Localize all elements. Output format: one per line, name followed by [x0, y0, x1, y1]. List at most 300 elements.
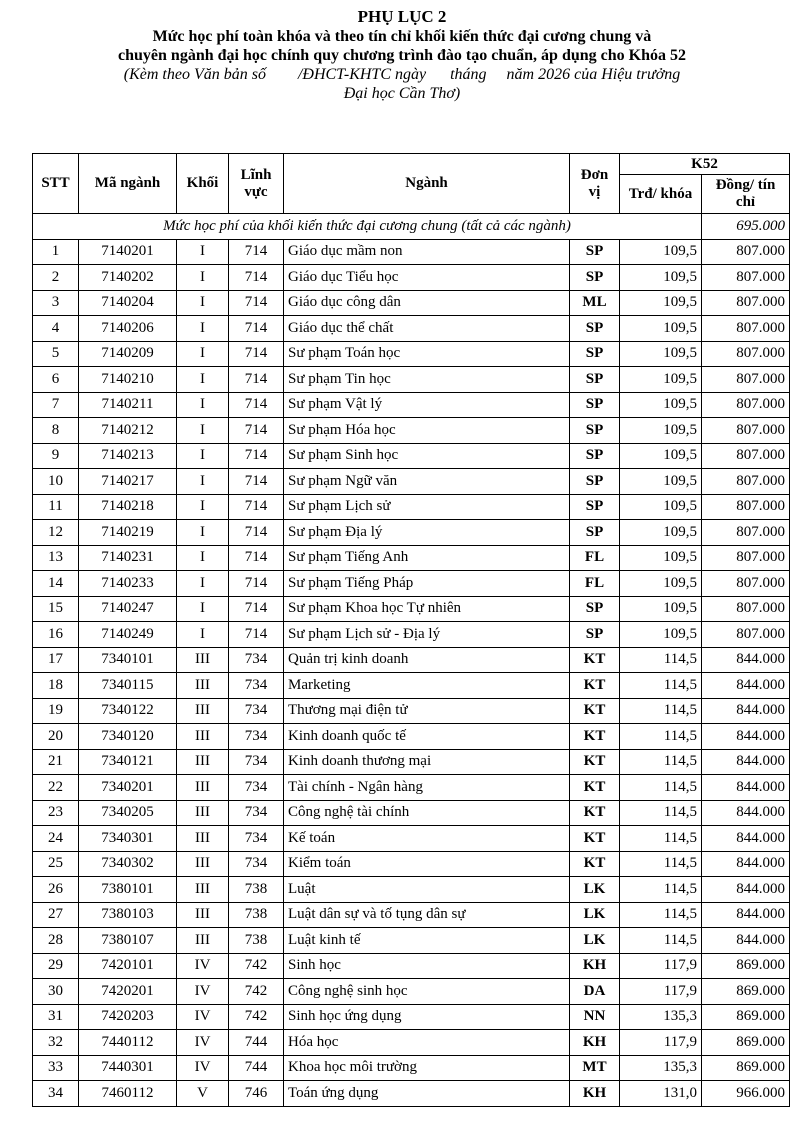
header-ma-nganh: Mã ngành — [79, 154, 177, 214]
cell-khoi: I — [177, 443, 229, 469]
cell-stt: 19 — [33, 698, 79, 724]
appendix-subtitle-line-1: Mức học phí toàn khóa và theo tín chỉ khối kiến thức đại cương chung và — [152, 28, 652, 45]
cell-nganh: Công nghệ tài chính — [284, 800, 570, 826]
appendix-note-line-2: Đại học Cần Thơ) — [343, 85, 461, 102]
cell-stt: 10 — [33, 469, 79, 495]
cell-nganh: Kinh doanh quốc tế — [284, 724, 570, 750]
cell-ma-nganh: 7140212 — [79, 418, 177, 444]
cell-stt: 12 — [33, 520, 79, 546]
cell-nganh: Sư phạm Vật lý — [284, 392, 570, 418]
cell-ma-nganh: 7440112 — [79, 1030, 177, 1056]
cell-dong-tin-chi: 844.000 — [702, 877, 790, 903]
cell-don-vi: SP — [570, 265, 620, 291]
table-row — [33, 545, 790, 571]
cell-nganh: Sư phạm Lịch sử — [284, 494, 570, 520]
cell-tr-khoa: 109,5 — [620, 494, 702, 520]
cell-dong-tin-chi: 844.000 — [702, 749, 790, 775]
tuition-fee-table — [32, 153, 790, 1107]
table-row — [33, 290, 790, 316]
header-khoi: Khối — [177, 154, 229, 214]
cell-linh-vuc: 738 — [229, 877, 284, 903]
cell-tr-khoa: 114,5 — [620, 775, 702, 801]
cell-stt: 14 — [33, 571, 79, 597]
cell-linh-vuc: 734 — [229, 800, 284, 826]
table-row — [33, 877, 790, 903]
cell-ma-nganh: 7140210 — [79, 367, 177, 393]
cell-don-vi: LK — [570, 928, 620, 954]
cell-stt: 34 — [33, 1081, 79, 1107]
cell-linh-vuc: 738 — [229, 928, 284, 954]
header-tr-khoa: Trđ/ khóa — [620, 175, 702, 214]
cell-khoi: I — [177, 367, 229, 393]
cell-ma-nganh: 7340201 — [79, 775, 177, 801]
cell-stt: 3 — [33, 290, 79, 316]
cell-stt: 20 — [33, 724, 79, 750]
table-row — [33, 928, 790, 954]
cell-ma-nganh: 7340122 — [79, 698, 177, 724]
cell-khoi: I — [177, 596, 229, 622]
cell-don-vi: KH — [570, 953, 620, 979]
cell-stt: 30 — [33, 979, 79, 1005]
cell-khoi: I — [177, 494, 229, 520]
header-dong-tin-chi: Đồng/ tín chỉ — [702, 175, 790, 214]
cell-linh-vuc: 734 — [229, 775, 284, 801]
cell-ma-nganh: 7340121 — [79, 749, 177, 775]
cell-khoi: IV — [177, 1055, 229, 1081]
cell-dong-tin-chi: 807.000 — [702, 596, 790, 622]
cell-nganh: Sư phạm Ngữ văn — [284, 469, 570, 495]
cell-tr-khoa: 109,5 — [620, 622, 702, 648]
cell-linh-vuc: 734 — [229, 826, 284, 852]
cell-ma-nganh: 7380101 — [79, 877, 177, 903]
cell-ma-nganh: 7340120 — [79, 724, 177, 750]
cell-dong-tin-chi: 807.000 — [702, 469, 790, 495]
cell-tr-khoa: 135,3 — [620, 1004, 702, 1030]
cell-dong-tin-chi: 807.000 — [702, 571, 790, 597]
cell-nganh: Kiểm toán — [284, 851, 570, 877]
cell-linh-vuc: 744 — [229, 1030, 284, 1056]
cell-ma-nganh: 7140247 — [79, 596, 177, 622]
cell-don-vi: KT — [570, 698, 620, 724]
cell-ma-nganh: 7140219 — [79, 520, 177, 546]
cell-nganh: Sư phạm Lịch sử - Địa lý — [284, 622, 570, 648]
cell-dong-tin-chi: 807.000 — [702, 239, 790, 265]
cell-linh-vuc: 734 — [229, 647, 284, 673]
cell-stt: 8 — [33, 418, 79, 444]
cell-dong-tin-chi: 869.000 — [702, 979, 790, 1005]
cell-dong-tin-chi: 966.000 — [702, 1081, 790, 1107]
cell-nganh: Quản trị kinh doanh — [284, 647, 570, 673]
cell-khoi: IV — [177, 1004, 229, 1030]
cell-tr-khoa: 114,5 — [620, 800, 702, 826]
cell-linh-vuc: 734 — [229, 698, 284, 724]
table-row — [33, 494, 790, 520]
cell-tr-khoa: 109,5 — [620, 341, 702, 367]
cell-don-vi: SP — [570, 494, 620, 520]
cell-linh-vuc: 714 — [229, 290, 284, 316]
cell-tr-khoa: 109,5 — [620, 290, 702, 316]
cell-stt: 2 — [33, 265, 79, 291]
cell-don-vi: SP — [570, 367, 620, 393]
cell-nganh: Giáo dục mầm non — [284, 239, 570, 265]
cell-stt: 26 — [33, 877, 79, 903]
cell-tr-khoa: 109,5 — [620, 520, 702, 546]
cell-nganh: Giáo dục công dân — [284, 290, 570, 316]
cell-stt: 29 — [33, 953, 79, 979]
cell-stt: 6 — [33, 367, 79, 393]
cell-linh-vuc: 714 — [229, 443, 284, 469]
table-row — [33, 979, 790, 1005]
cell-don-vi: SP — [570, 622, 620, 648]
cell-stt: 13 — [33, 545, 79, 571]
table-row — [33, 724, 790, 750]
table-row — [33, 673, 790, 699]
cell-don-vi: SP — [570, 596, 620, 622]
cell-nganh: Luật — [284, 877, 570, 903]
cell-nganh: Luật dân sự và tố tụng dân sự — [284, 902, 570, 928]
cell-ma-nganh: 7340115 — [79, 673, 177, 699]
cell-linh-vuc: 714 — [229, 469, 284, 495]
cell-khoi: III — [177, 749, 229, 775]
cell-stt: 15 — [33, 596, 79, 622]
cell-ma-nganh: 7140231 — [79, 545, 177, 571]
cell-linh-vuc: 714 — [229, 545, 284, 571]
cell-dong-tin-chi: 844.000 — [702, 800, 790, 826]
cell-linh-vuc: 714 — [229, 520, 284, 546]
table-row — [33, 239, 790, 265]
cell-tr-khoa: 114,5 — [620, 928, 702, 954]
table-row — [33, 265, 790, 291]
cell-linh-vuc: 714 — [229, 596, 284, 622]
cell-stt: 21 — [33, 749, 79, 775]
cell-nganh: Sư phạm Tin học — [284, 367, 570, 393]
cell-khoi: I — [177, 571, 229, 597]
cell-khoi: III — [177, 775, 229, 801]
cell-ma-nganh: 7420203 — [79, 1004, 177, 1030]
cell-ma-nganh: 7340101 — [79, 647, 177, 673]
cell-dong-tin-chi: 807.000 — [702, 545, 790, 571]
cell-don-vi: SP — [570, 469, 620, 495]
cell-linh-vuc: 714 — [229, 265, 284, 291]
cell-don-vi: SP — [570, 239, 620, 265]
cell-stt: 27 — [33, 902, 79, 928]
cell-nganh: Sư phạm Hóa học — [284, 418, 570, 444]
cell-linh-vuc: 714 — [229, 494, 284, 520]
cell-nganh: Sư phạm Sinh học — [284, 443, 570, 469]
cell-stt: 7 — [33, 392, 79, 418]
cell-stt: 33 — [33, 1055, 79, 1081]
cell-dong-tin-chi: 807.000 — [702, 341, 790, 367]
document-heading — [0, 0, 804, 103]
cell-nganh: Kế toán — [284, 826, 570, 852]
cell-stt: 31 — [33, 1004, 79, 1030]
general-fee-value: 695.000 — [702, 214, 790, 240]
table-row — [33, 1055, 790, 1081]
table-row — [33, 826, 790, 852]
cell-nganh: Marketing — [284, 673, 570, 699]
table-row — [33, 647, 790, 673]
cell-nganh: Giáo dục thể chất — [284, 316, 570, 342]
cell-dong-tin-chi: 807.000 — [702, 290, 790, 316]
cell-stt: 32 — [33, 1030, 79, 1056]
cell-stt: 16 — [33, 622, 79, 648]
cell-don-vi: SP — [570, 392, 620, 418]
cell-khoi: I — [177, 418, 229, 444]
cell-dong-tin-chi: 844.000 — [702, 775, 790, 801]
cell-nganh: Toán ứng dụng — [284, 1081, 570, 1107]
cell-linh-vuc: 714 — [229, 316, 284, 342]
cell-khoi: III — [177, 800, 229, 826]
cell-dong-tin-chi: 844.000 — [702, 928, 790, 954]
cell-khoi: I — [177, 290, 229, 316]
cell-don-vi: FL — [570, 545, 620, 571]
cell-khoi: III — [177, 647, 229, 673]
table-row — [33, 316, 790, 342]
cell-tr-khoa: 109,5 — [620, 545, 702, 571]
cell-dong-tin-chi: 807.000 — [702, 392, 790, 418]
cell-nganh: Sư phạm Khoa học Tự nhiên — [284, 596, 570, 622]
cell-ma-nganh: 7140202 — [79, 265, 177, 291]
cell-ma-nganh: 7140218 — [79, 494, 177, 520]
cell-dong-tin-chi: 807.000 — [702, 265, 790, 291]
cell-tr-khoa: 109,5 — [620, 265, 702, 291]
cell-linh-vuc: 714 — [229, 571, 284, 597]
cell-dong-tin-chi: 869.000 — [702, 1030, 790, 1056]
cell-ma-nganh: 7140211 — [79, 392, 177, 418]
cell-tr-khoa: 131,0 — [620, 1081, 702, 1107]
cell-nganh: Công nghệ sinh học — [284, 979, 570, 1005]
table-row — [33, 902, 790, 928]
cell-nganh: Hóa học — [284, 1030, 570, 1056]
cell-stt: 22 — [33, 775, 79, 801]
cell-ma-nganh: 7380107 — [79, 928, 177, 954]
cell-ma-nganh: 7460112 — [79, 1081, 177, 1107]
cell-linh-vuc: 742 — [229, 979, 284, 1005]
cell-nganh: Sư phạm Toán học — [284, 341, 570, 367]
cell-khoi: IV — [177, 979, 229, 1005]
table-row — [33, 1030, 790, 1056]
cell-nganh: Tài chính - Ngân hàng — [284, 775, 570, 801]
cell-ma-nganh: 7340301 — [79, 826, 177, 852]
cell-nganh: Sinh học — [284, 953, 570, 979]
cell-don-vi: KT — [570, 749, 620, 775]
cell-linh-vuc: 742 — [229, 953, 284, 979]
cell-tr-khoa: 135,3 — [620, 1055, 702, 1081]
table-row — [33, 698, 790, 724]
appendix-note-line-1: (Kèm theo Văn bản số /ĐHCT-KHTC ngày tháng năm 2026 của Hiệu trưởng — [123, 66, 681, 83]
cell-khoi: V — [177, 1081, 229, 1107]
cell-don-vi: SP — [570, 520, 620, 546]
cell-dong-tin-chi: 869.000 — [702, 1055, 790, 1081]
cell-stt: 5 — [33, 341, 79, 367]
cell-ma-nganh: 7140233 — [79, 571, 177, 597]
cell-khoi: I — [177, 392, 229, 418]
table-row — [33, 520, 790, 546]
cell-don-vi: KT — [570, 724, 620, 750]
cell-don-vi: KT — [570, 673, 620, 699]
table-row — [33, 418, 790, 444]
cell-stt: 28 — [33, 928, 79, 954]
cell-stt: 4 — [33, 316, 79, 342]
cell-tr-khoa: 114,5 — [620, 647, 702, 673]
cell-ma-nganh: 7340302 — [79, 851, 177, 877]
cell-linh-vuc: 746 — [229, 1081, 284, 1107]
cell-dong-tin-chi: 807.000 — [702, 443, 790, 469]
table-row — [33, 1004, 790, 1030]
cell-tr-khoa: 117,9 — [620, 979, 702, 1005]
cell-nganh: Sư phạm Tiếng Pháp — [284, 571, 570, 597]
cell-stt: 17 — [33, 647, 79, 673]
cell-khoi: I — [177, 265, 229, 291]
cell-tr-khoa: 109,5 — [620, 392, 702, 418]
general-fee-row — [33, 214, 790, 240]
cell-nganh: Kinh doanh thương mại — [284, 749, 570, 775]
cell-linh-vuc: 734 — [229, 851, 284, 877]
cell-tr-khoa: 114,5 — [620, 877, 702, 903]
cell-khoi: III — [177, 673, 229, 699]
cell-stt: 1 — [33, 239, 79, 265]
cell-tr-khoa: 114,5 — [620, 698, 702, 724]
cell-don-vi: SP — [570, 341, 620, 367]
cell-don-vi: LK — [570, 902, 620, 928]
cell-ma-nganh: 7140249 — [79, 622, 177, 648]
cell-dong-tin-chi: 869.000 — [702, 1004, 790, 1030]
cell-tr-khoa: 109,5 — [620, 367, 702, 393]
cell-don-vi: NN — [570, 1004, 620, 1030]
cell-don-vi: FL — [570, 571, 620, 597]
cell-khoi: I — [177, 239, 229, 265]
cell-linh-vuc: 714 — [229, 341, 284, 367]
cell-nganh: Sinh học ứng dụng — [284, 1004, 570, 1030]
cell-tr-khoa: 114,5 — [620, 673, 702, 699]
cell-khoi: I — [177, 545, 229, 571]
table-row — [33, 800, 790, 826]
cell-ma-nganh: 7140213 — [79, 443, 177, 469]
cell-dong-tin-chi: 807.000 — [702, 622, 790, 648]
cell-dong-tin-chi: 807.000 — [702, 418, 790, 444]
cell-don-vi: SP — [570, 316, 620, 342]
cell-tr-khoa: 109,5 — [620, 571, 702, 597]
cell-nganh: Luật kinh tế — [284, 928, 570, 954]
header-stt: STT — [33, 154, 79, 214]
cell-khoi: III — [177, 724, 229, 750]
cell-dong-tin-chi: 807.000 — [702, 494, 790, 520]
table-row — [33, 571, 790, 597]
cell-tr-khoa: 109,5 — [620, 596, 702, 622]
header-nganh: Ngành — [284, 154, 570, 214]
cell-linh-vuc: 714 — [229, 418, 284, 444]
table-row — [33, 775, 790, 801]
cell-linh-vuc: 714 — [229, 367, 284, 393]
table-row — [33, 953, 790, 979]
cell-tr-khoa: 114,5 — [620, 724, 702, 750]
cell-tr-khoa: 109,5 — [620, 469, 702, 495]
cell-dong-tin-chi: 844.000 — [702, 902, 790, 928]
header-linh-vuc: Lĩnh vực — [229, 154, 284, 214]
table-row — [33, 749, 790, 775]
cell-tr-khoa: 114,5 — [620, 826, 702, 852]
cell-tr-khoa: 114,5 — [620, 749, 702, 775]
cell-khoi: I — [177, 341, 229, 367]
cell-ma-nganh: 7140209 — [79, 341, 177, 367]
cell-tr-khoa: 117,9 — [620, 1030, 702, 1056]
cell-nganh: Giáo dục Tiểu học — [284, 265, 570, 291]
cell-khoi: III — [177, 698, 229, 724]
cell-khoi: III — [177, 851, 229, 877]
cell-tr-khoa: 109,5 — [620, 316, 702, 342]
cell-ma-nganh: 7440301 — [79, 1055, 177, 1081]
cell-linh-vuc: 714 — [229, 239, 284, 265]
cell-khoi: I — [177, 520, 229, 546]
cell-tr-khoa: 109,5 — [620, 239, 702, 265]
appendix-title: PHỤ LỤC 2 — [357, 7, 447, 26]
cell-dong-tin-chi: 844.000 — [702, 724, 790, 750]
cell-dong-tin-chi: 844.000 — [702, 698, 790, 724]
cell-dong-tin-chi: 807.000 — [702, 367, 790, 393]
cell-stt: 23 — [33, 800, 79, 826]
cell-don-vi: DA — [570, 979, 620, 1005]
table-row — [33, 443, 790, 469]
cell-ma-nganh: 7420101 — [79, 953, 177, 979]
cell-dong-tin-chi: 844.000 — [702, 851, 790, 877]
table-row — [33, 469, 790, 495]
cell-don-vi: SP — [570, 418, 620, 444]
table-row — [33, 392, 790, 418]
cell-dong-tin-chi: 844.000 — [702, 826, 790, 852]
cell-ma-nganh: 7140206 — [79, 316, 177, 342]
appendix-subtitle-line-2: chuyên ngành đại học chính quy chương trình đào tạo chuẩn, áp dụng cho Khóa 52 — [118, 47, 686, 64]
cell-don-vi: ML — [570, 290, 620, 316]
cell-tr-khoa: 114,5 — [620, 902, 702, 928]
cell-don-vi: SP — [570, 443, 620, 469]
table-row — [33, 341, 790, 367]
cell-don-vi: KT — [570, 775, 620, 801]
cell-don-vi: LK — [570, 877, 620, 903]
header-don-vi: Đơn vị — [570, 154, 620, 214]
cell-tr-khoa: 114,5 — [620, 851, 702, 877]
cell-dong-tin-chi: 844.000 — [702, 673, 790, 699]
table-row — [33, 1081, 790, 1107]
cell-don-vi: KT — [570, 851, 620, 877]
cell-khoi: III — [177, 877, 229, 903]
cell-ma-nganh: 7380103 — [79, 902, 177, 928]
cell-dong-tin-chi: 844.000 — [702, 647, 790, 673]
cell-stt: 24 — [33, 826, 79, 852]
cell-linh-vuc: 734 — [229, 749, 284, 775]
cell-stt: 9 — [33, 443, 79, 469]
cell-ma-nganh: 7140201 — [79, 239, 177, 265]
cell-khoi: I — [177, 316, 229, 342]
cell-don-vi: KT — [570, 800, 620, 826]
table-row — [33, 367, 790, 393]
header-k52-group: K52 — [620, 154, 790, 175]
general-fee-label: Mức học phí của khối kiến thức đại cương chung (tất cả các ngành) — [33, 214, 702, 240]
cell-don-vi: MT — [570, 1055, 620, 1081]
cell-ma-nganh: 7140217 — [79, 469, 177, 495]
cell-khoi: I — [177, 622, 229, 648]
cell-stt: 25 — [33, 851, 79, 877]
cell-khoi: I — [177, 469, 229, 495]
cell-nganh: Sư phạm Địa lý — [284, 520, 570, 546]
cell-don-vi: KH — [570, 1081, 620, 1107]
cell-ma-nganh: 7420201 — [79, 979, 177, 1005]
cell-nganh: Thương mại điện tử — [284, 698, 570, 724]
cell-linh-vuc: 734 — [229, 724, 284, 750]
cell-dong-tin-chi: 869.000 — [702, 953, 790, 979]
cell-stt: 11 — [33, 494, 79, 520]
cell-tr-khoa: 109,5 — [620, 418, 702, 444]
cell-stt: 18 — [33, 673, 79, 699]
